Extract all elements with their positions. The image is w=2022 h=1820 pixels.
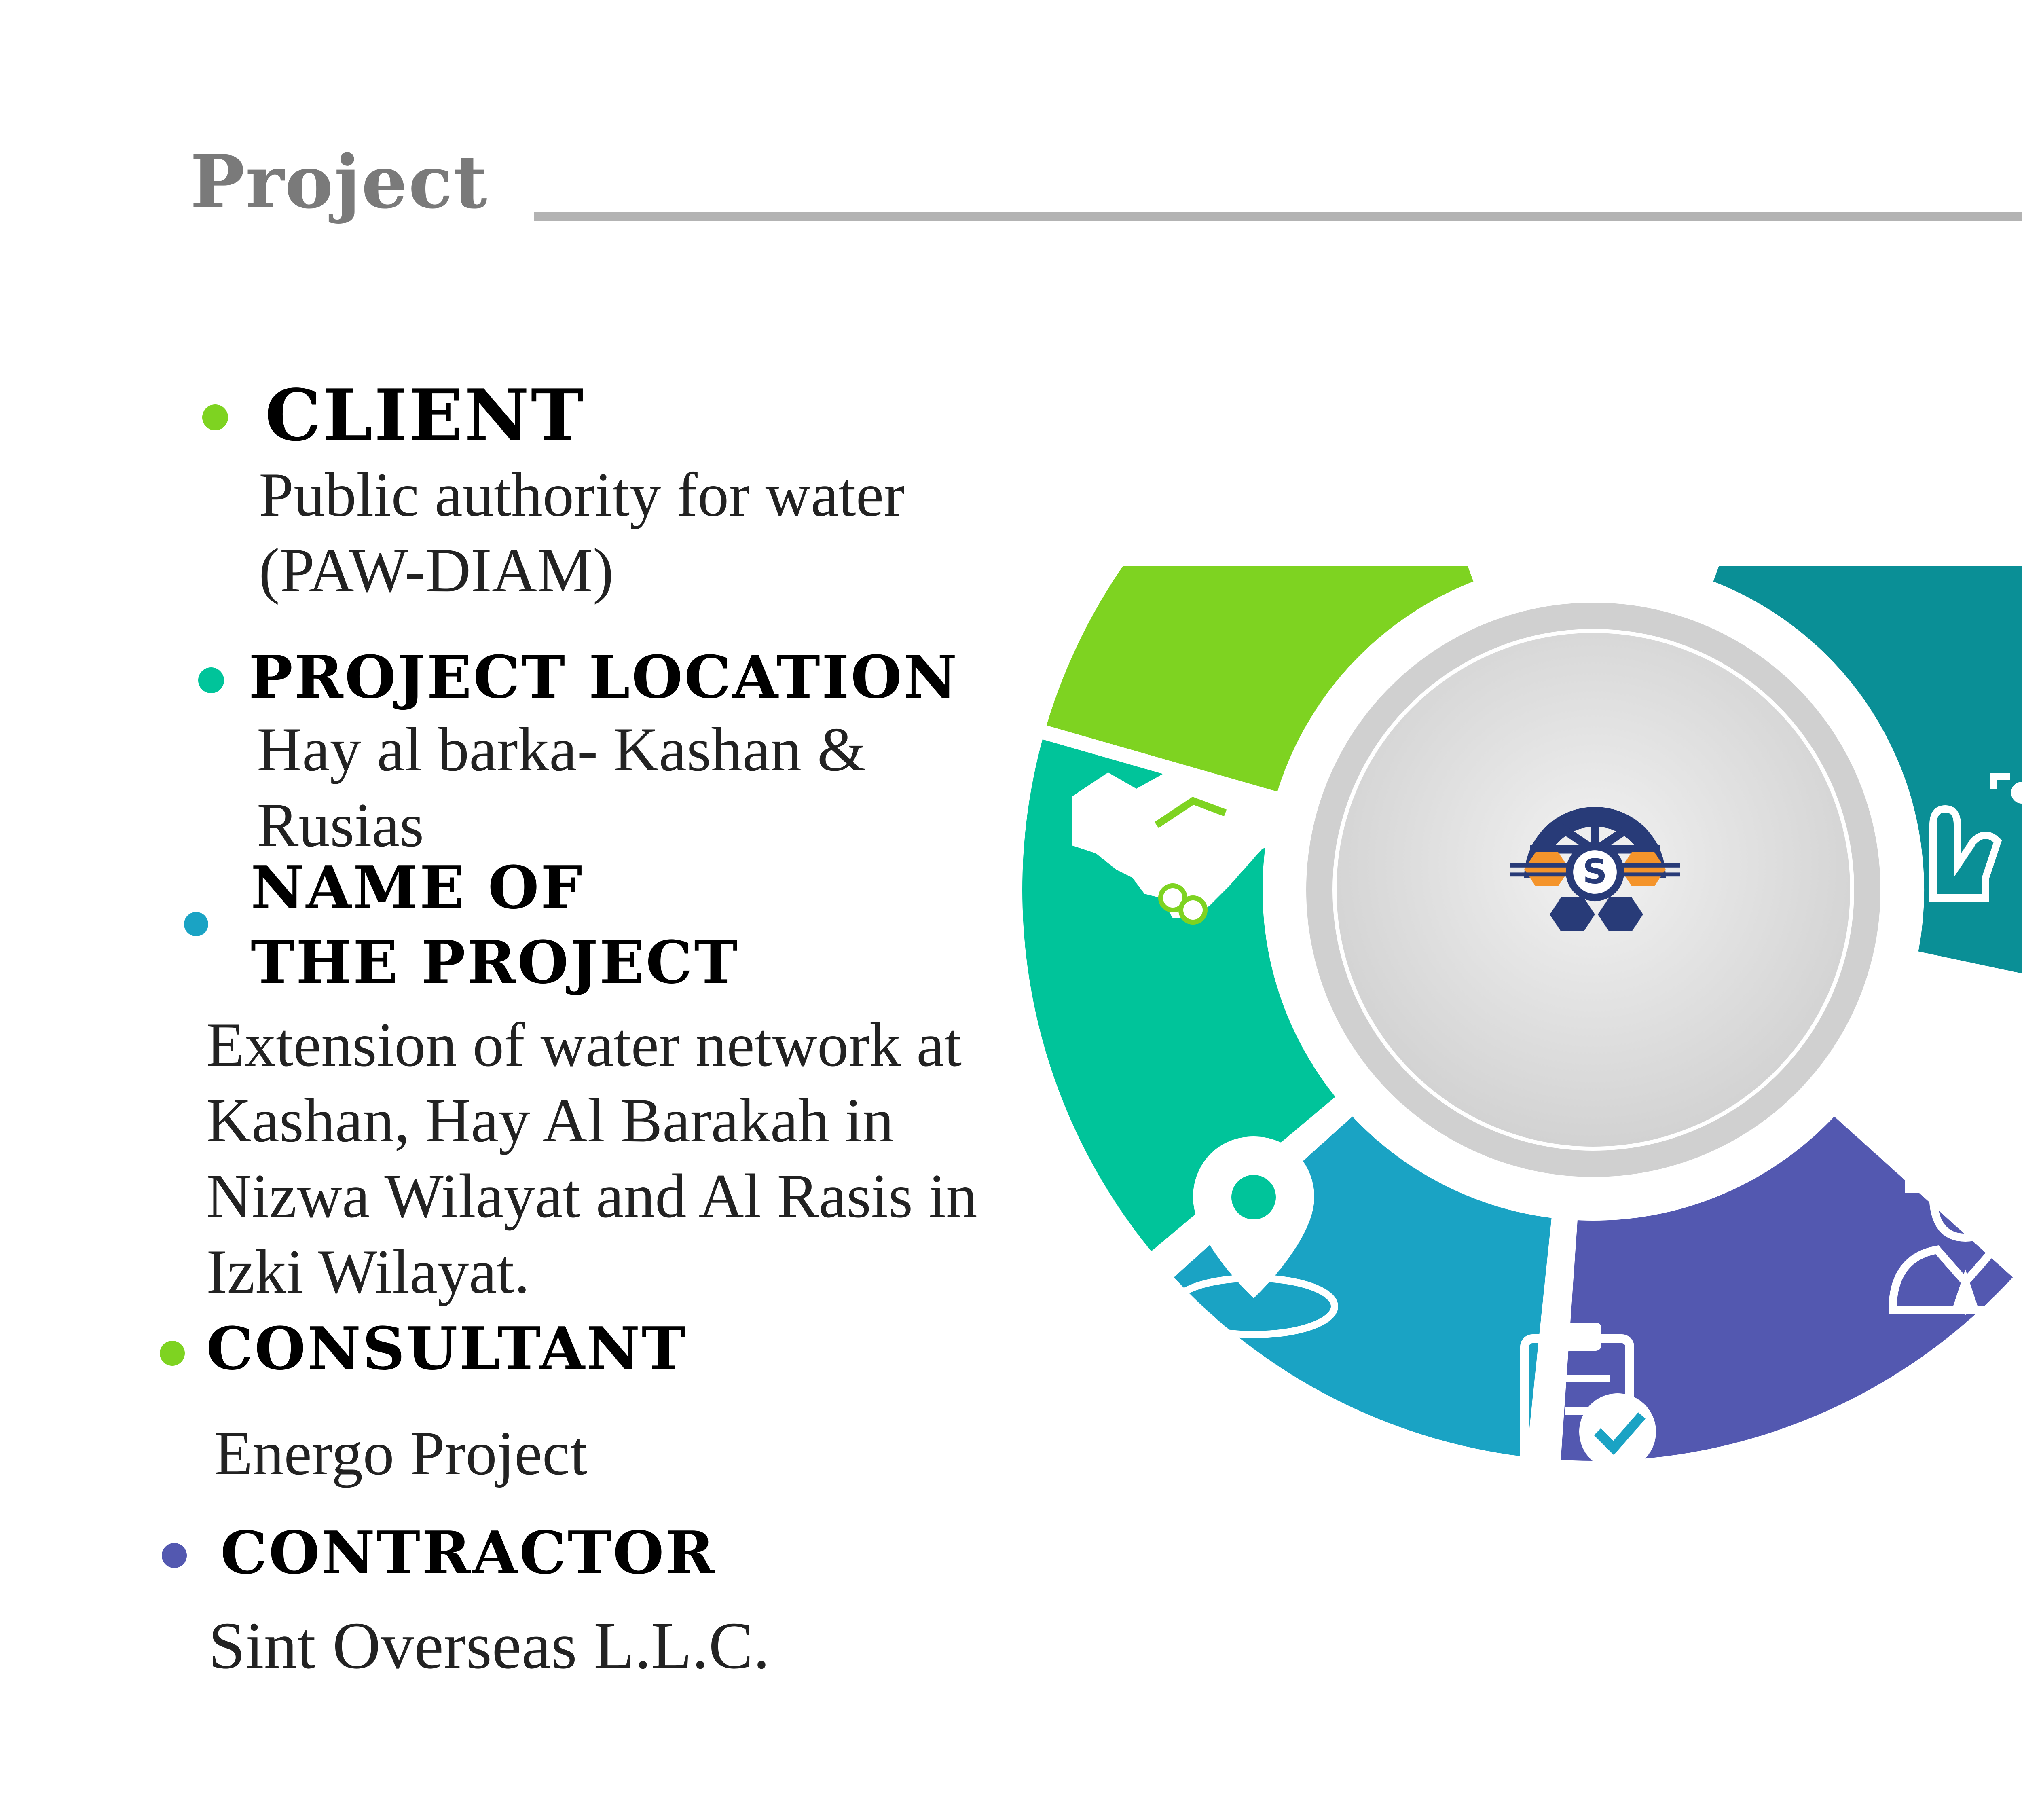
client-bullet [202, 404, 228, 430]
location-heading: PROJECT LOCATION [249, 643, 959, 712]
svg-text:S: S [1582, 852, 1607, 891]
location-value: Hay al barka- Kashan & Rusias [257, 715, 866, 860]
client-heading: CLIENT [265, 374, 585, 457]
location-bullet [198, 667, 224, 693]
client-value: Public authority for water (PAW-DIAM) [259, 460, 905, 605]
name-heading-line2: THE PROJECT [251, 928, 740, 997]
consultant-bullet [160, 1341, 185, 1366]
contractor-value: Sint Overseas L.L.C. [208, 1608, 770, 1682]
name-value: Extension of water network at Kashan, Hay Al Barakah in Nizwa Wilayat and Al Rasis in Izki Wilayat. [206, 1010, 977, 1306]
contractor-heading: CONTRACTOR [220, 1519, 716, 1587]
title-divider [534, 212, 2022, 221]
consultant-heading: CONSULTANT [206, 1314, 687, 1383]
contractor-bullet [162, 1543, 187, 1568]
process-ring-diagram [1003, 566, 2022, 1537]
consultant-value: Energo Project [214, 1418, 588, 1488]
page-title: Project [190, 140, 488, 225]
name-bullet [184, 912, 208, 936]
name-heading-line1: NAME OF [251, 853, 584, 922]
